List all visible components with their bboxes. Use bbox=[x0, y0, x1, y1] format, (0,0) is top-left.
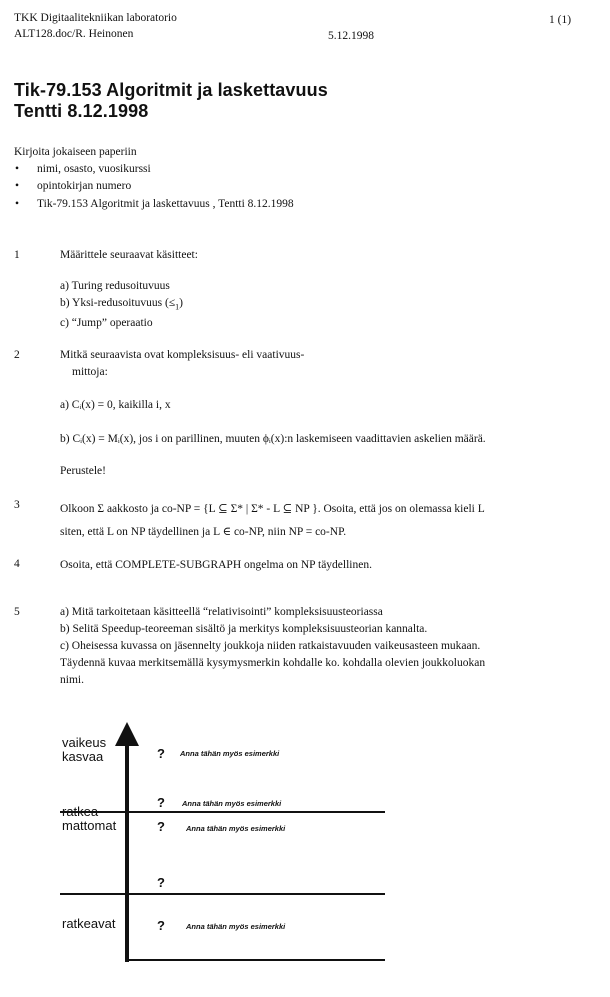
ratkeavat-label: ratkeavat bbox=[62, 916, 116, 931]
title-course: Tik-79.153 Algoritmit ja laskettavuus bbox=[14, 80, 328, 100]
bullet-text: opintokirjan numero bbox=[37, 180, 132, 192]
q2-line1: Mitkä seuraavista ovat kompleksisuus- eli vaativuus- bbox=[60, 349, 305, 361]
q5-number: 5 bbox=[14, 606, 20, 618]
axis-label bbox=[62, 736, 106, 764]
header-date: 5.12.1998 bbox=[328, 30, 374, 42]
intro-bullet-1 bbox=[15, 163, 151, 175]
q5-e: nimi. bbox=[60, 674, 84, 686]
axis-label-line1: vaikeus bbox=[62, 735, 107, 750]
q3-line1: Olkoon Σ aakkosto ja co-NP = {L ⊆ Σ* | Σ* - L ⊆ NP }. Osoita, että jos on olemassa kieli L bbox=[60, 503, 485, 515]
axis-label-line2: kasvaa bbox=[62, 749, 104, 764]
question-mark-3: ? bbox=[157, 819, 165, 834]
q1-b-close: ) bbox=[179, 297, 183, 309]
ratkeamattomat-line2: mattomat bbox=[62, 818, 117, 833]
header-doc: ALT128.doc/R. Heinonen bbox=[14, 28, 134, 40]
q2-perustele: Perustele! bbox=[60, 465, 106, 477]
bullet-icon: • bbox=[15, 198, 20, 210]
intro-bullet-3 bbox=[15, 198, 294, 210]
intro-bullet-2 bbox=[15, 180, 132, 192]
q5-b: b) Selitä Speedup-teoreeman sisältö ja merkitys kompleksisuusteorian kannalta. bbox=[60, 623, 428, 635]
leq-subscript: 1 bbox=[175, 302, 180, 312]
leq-symbol: ≤ bbox=[168, 297, 176, 309]
q3-line2: siten, että L on NP täydellinen ja L ∈ co-NP, niin NP = co-NP. bbox=[60, 526, 347, 538]
q1-a: a) Turing redusoituvuus bbox=[60, 280, 170, 292]
bullet-text: Tik-79.153 Algoritmit ja laskettavuus , Tentti 8.12.1998 bbox=[37, 198, 294, 210]
q3-number: 3 bbox=[14, 499, 20, 511]
example-hint-4: Anna tähän myös esimerkki bbox=[186, 922, 286, 931]
question-mark-1: ? bbox=[157, 746, 165, 761]
q5-a: a) Mitä tarkoitetaan käsitteellä “relativisointi” kompleksisuusteoriassa bbox=[60, 606, 383, 618]
bottom-line bbox=[127, 959, 385, 961]
q1-text: Määrittele seuraavat käsitteet: bbox=[60, 249, 198, 261]
title-exam-date: Tentti 8.12.1998 bbox=[14, 101, 149, 121]
example-hint-1: Anna tähän myös esimerkki bbox=[180, 749, 280, 758]
example-hint-2: Anna tähän myös esimerkki bbox=[182, 799, 282, 808]
bullet-icon: • bbox=[15, 180, 20, 192]
question-mark-5: ? bbox=[157, 918, 165, 933]
q4-text: Osoita, että COMPLETE-SUBGRAPH ongelma on NP täydellinen. bbox=[60, 559, 372, 571]
difficulty-arrow-icon bbox=[112, 720, 142, 965]
q5-d: Täydennä kuvaa merkitsemällä kysymysmerkin kohdalle ko. kohdalla olevien joukkoluokan bbox=[60, 657, 486, 669]
bullet-icon: • bbox=[15, 163, 20, 175]
question-mark-2: ? bbox=[157, 795, 165, 810]
q2-line2: mittoja: bbox=[72, 366, 108, 378]
q1-b-text: b) Yksi-redusoituvuus ( bbox=[60, 297, 169, 309]
header-org: TKK Digitaalitekniikan laboratorio bbox=[14, 12, 177, 24]
q2-a: a) Cᵢ(x) = 0, kaikilla i, x bbox=[60, 399, 171, 411]
q1-c: c) “Jump” operaatio bbox=[60, 317, 153, 329]
q2-number: 2 bbox=[14, 349, 20, 361]
header-page: 1 (1) bbox=[549, 14, 572, 26]
example-hint-3: Anna tähän myös esimerkki bbox=[186, 824, 286, 833]
bullet-text: nimi, osasto, vuosikurssi bbox=[37, 163, 151, 175]
q1-b bbox=[60, 297, 183, 311]
q4-number: 4 bbox=[14, 558, 20, 570]
question-mark-4: ? bbox=[157, 875, 165, 890]
q2-b: b) Cᵢ(x) = Mᵢ(x), jos i on parillinen, muuten ϕᵢ(x):n laskemiseen vaadittavien askelien määrä. bbox=[60, 433, 486, 445]
q5-c: c) Oheisessa kuvassa on jäsennelty joukkoja niiden ratkaistavuuden vaikeusasteen mukaan. bbox=[60, 640, 481, 652]
decidable-boundary-line bbox=[60, 893, 385, 895]
ratkeamattomat-label bbox=[62, 805, 116, 833]
ratkeamattomat-line1: ratkea- bbox=[62, 804, 103, 819]
intro-lead: Kirjoita jokaiseen paperiin bbox=[14, 146, 137, 158]
q1-number: 1 bbox=[14, 249, 20, 261]
